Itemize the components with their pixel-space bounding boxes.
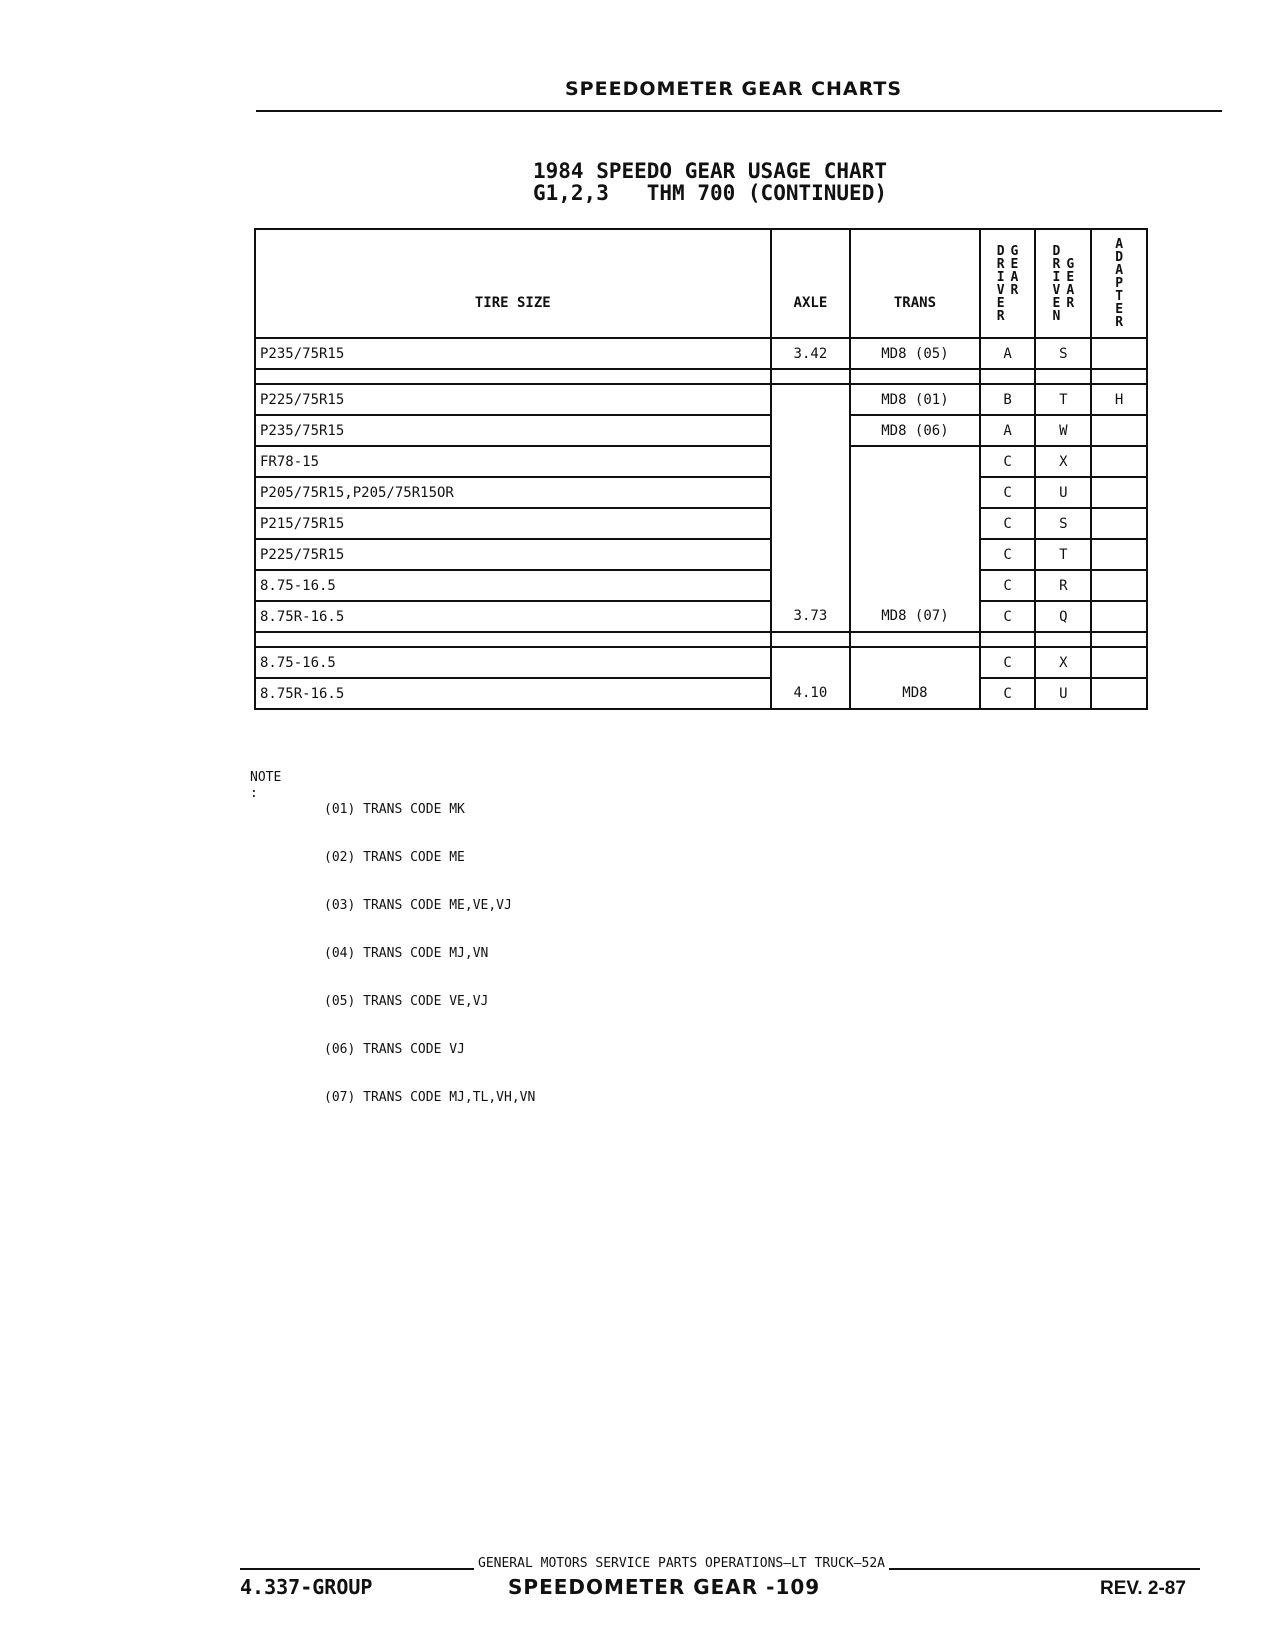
spacer-cell (1035, 369, 1091, 384)
cell-adapter (1091, 446, 1147, 477)
table-row (255, 477, 1147, 508)
hdr-char: G (1010, 243, 1019, 259)
cell-adapter (1091, 570, 1147, 601)
hdr-char: V (1052, 282, 1061, 298)
spacer-cell (771, 632, 851, 647)
spacer-cell (1091, 369, 1147, 384)
spacer-cell (1035, 632, 1091, 647)
header-drive-gear (980, 229, 1036, 338)
cell-driven-gear: Q (1035, 601, 1091, 632)
hdr-char: I (1052, 269, 1061, 285)
cell-axle (771, 384, 851, 415)
cell-driven-gear: U (1035, 678, 1091, 709)
cell-drive-gear: A (980, 415, 1036, 446)
hdr-char: A (1115, 263, 1124, 278)
cell-driven-gear: T (1035, 384, 1091, 415)
hdr-char: E (1010, 256, 1019, 272)
header-axle: AXLE (771, 229, 851, 338)
cell-driven-gear: S (1035, 508, 1091, 539)
table-row (255, 647, 1147, 678)
cell-drive-gear: C (980, 539, 1036, 570)
cell-tire-size: 8.75R-16.5 (255, 678, 771, 709)
table-row (255, 384, 1147, 415)
cell-trans (850, 477, 979, 508)
cell-tire-size: P215/75R15 (255, 508, 771, 539)
cell-driven-gear: X (1035, 647, 1091, 678)
cell-tire-size: P205/75R15,P205/75R15OR (255, 477, 771, 508)
hdr-char (1011, 297, 1019, 310)
cell-tire-size: P225/75R15 (255, 539, 771, 570)
hdr-char: I (996, 269, 1005, 285)
cell-trans: MD8 (07) (850, 601, 979, 632)
header-rule (256, 110, 1222, 112)
cell-axle (771, 570, 851, 601)
note-item: (01) TRANS CODE MK (324, 802, 465, 817)
note-item: (04) TRANS CODE MJ,VN (324, 946, 489, 961)
cell-tire-size: 8.75-16.5 (255, 570, 771, 601)
note-item: (06) TRANS CODE VJ (324, 1042, 465, 1057)
chart-title-line-2: G1,2,3 THM 700 (CONTINUED) (532, 181, 887, 205)
chart-title (460, 160, 960, 204)
hdr-char: D (1052, 243, 1061, 259)
spacer-cell (1091, 632, 1147, 647)
table-row (255, 338, 1147, 369)
notes-list (324, 770, 535, 1138)
cell-drive-gear: C (980, 477, 1036, 508)
speedo-gear-table (254, 228, 1148, 710)
cell-drive-gear: C (980, 570, 1036, 601)
table-header-row (255, 229, 1147, 338)
cell-adapter (1091, 647, 1147, 678)
hdr-char: R (1115, 315, 1124, 330)
note-item: (07) TRANS CODE MJ,TL,VH,VN (324, 1090, 536, 1105)
chart-title-line-1: 1984 SPEEDO GEAR USAGE CHART (532, 159, 887, 183)
cell-trans: MD8 (05) (850, 338, 979, 369)
hdr-char: T (1115, 289, 1124, 304)
cell-trans (850, 570, 979, 601)
cell-adapter (1091, 415, 1147, 446)
spacer-cell (980, 632, 1036, 647)
hdr-char: R (1066, 295, 1075, 311)
page-header-title: SPEEDOMETER GEAR CHARTS (565, 78, 903, 100)
footer-group-number: 4.337-GROUP (240, 1575, 373, 1599)
hdr-char: V (996, 282, 1005, 298)
cell-tire-size: P235/75R15 (255, 415, 771, 446)
hdr-char: R (1010, 282, 1019, 298)
cell-driven-gear: R (1035, 570, 1091, 601)
hdr-char: D (996, 243, 1005, 259)
hdr-char (1066, 310, 1074, 323)
header-adapter (1091, 229, 1147, 338)
cell-trans: MD8 (01) (850, 384, 979, 415)
hdr-char: E (996, 295, 1005, 311)
note-item: (05) TRANS CODE VE,VJ (324, 994, 489, 1009)
cell-axle (771, 415, 851, 446)
notes-label: NOTE : (250, 770, 282, 801)
cell-axle (771, 508, 851, 539)
hdr-char (1066, 245, 1074, 258)
table-row (255, 678, 1147, 709)
cell-adapter (1091, 338, 1147, 369)
cell-axle (771, 446, 851, 477)
table-row (255, 446, 1147, 477)
spacer-cell (255, 369, 771, 384)
cell-tire-size: FR78-15 (255, 446, 771, 477)
hdr-char: E (1052, 295, 1061, 311)
hdr-char: P (1115, 276, 1124, 291)
cell-trans (850, 446, 979, 477)
table-spacer-row (255, 369, 1147, 384)
cell-trans (850, 647, 979, 678)
hdr-char: A (1066, 282, 1075, 298)
cell-adapter (1091, 477, 1147, 508)
cell-axle (771, 539, 851, 570)
hdr-char: E (1115, 302, 1124, 317)
cell-axle: 3.42 (771, 338, 851, 369)
cell-trans (850, 539, 979, 570)
header-trans: TRANS (850, 229, 979, 338)
hdr-char: E (1066, 269, 1075, 285)
cell-tire-size: P235/75R15 (255, 338, 771, 369)
header-tire-size: TIRE SIZE (255, 229, 771, 338)
cell-tire-size: 8.75-16.5 (255, 647, 771, 678)
cell-driven-gear: U (1035, 477, 1091, 508)
hdr-char: G (1066, 256, 1075, 272)
cell-adapter (1091, 508, 1147, 539)
cell-tire-size: 8.75R-16.5 (255, 601, 771, 632)
cell-drive-gear: C (980, 647, 1036, 678)
cell-driven-gear: W (1035, 415, 1091, 446)
cell-adapter (1091, 678, 1147, 709)
spacer-cell (980, 369, 1036, 384)
spacer-cell (771, 369, 851, 384)
cell-driven-gear: S (1035, 338, 1091, 369)
spacer-cell (850, 632, 979, 647)
cell-trans (850, 508, 979, 539)
cell-trans: MD8 (850, 678, 979, 709)
cell-axle (771, 477, 851, 508)
hdr-char: R (1052, 256, 1061, 272)
hdr-char: N (1052, 308, 1061, 324)
cell-axle: 3.73 (771, 601, 851, 632)
cell-drive-gear: C (980, 508, 1036, 539)
hdr-char: A (1010, 269, 1019, 285)
cell-drive-gear: C (980, 446, 1036, 477)
cell-adapter (1091, 601, 1147, 632)
cell-tire-size: P225/75R15 (255, 384, 771, 415)
hdr-char: R (996, 256, 1005, 272)
table-row (255, 415, 1147, 446)
cell-axle: 4.10 (771, 678, 851, 709)
cell-drive-gear: C (980, 601, 1036, 632)
header-driven-gear (1035, 229, 1091, 338)
spacer-cell (850, 369, 979, 384)
cell-driven-gear: X (1035, 446, 1091, 477)
hdr-char: A (1115, 237, 1124, 252)
table-row (255, 570, 1147, 601)
footer-revision: REV. 2-87 (1100, 1578, 1186, 1599)
table-row (255, 508, 1147, 539)
table-row (255, 601, 1147, 632)
note-item: (02) TRANS CODE ME (324, 850, 465, 865)
footer-section-page: SPEEDOMETER GEAR -109 (508, 1575, 821, 1599)
footer-publisher-line: GENERAL MOTORS SERVICE PARTS OPERATIONS—LT TRUCK—52A (474, 1556, 889, 1571)
spacer-cell (255, 632, 771, 647)
note-item: (03) TRANS CODE ME,VE,VJ (324, 898, 512, 913)
cell-drive-gear: C (980, 678, 1036, 709)
cell-drive-gear: A (980, 338, 1036, 369)
cell-adapter (1091, 539, 1147, 570)
cell-drive-gear: B (980, 384, 1036, 415)
cell-adapter: H (1091, 384, 1147, 415)
cell-axle (771, 647, 851, 678)
table-spacer-row (255, 632, 1147, 647)
hdr-char: D (1115, 250, 1124, 265)
table-row (255, 539, 1147, 570)
hdr-char: R (996, 308, 1005, 324)
cell-trans: MD8 (06) (850, 415, 979, 446)
cell-driven-gear: T (1035, 539, 1091, 570)
